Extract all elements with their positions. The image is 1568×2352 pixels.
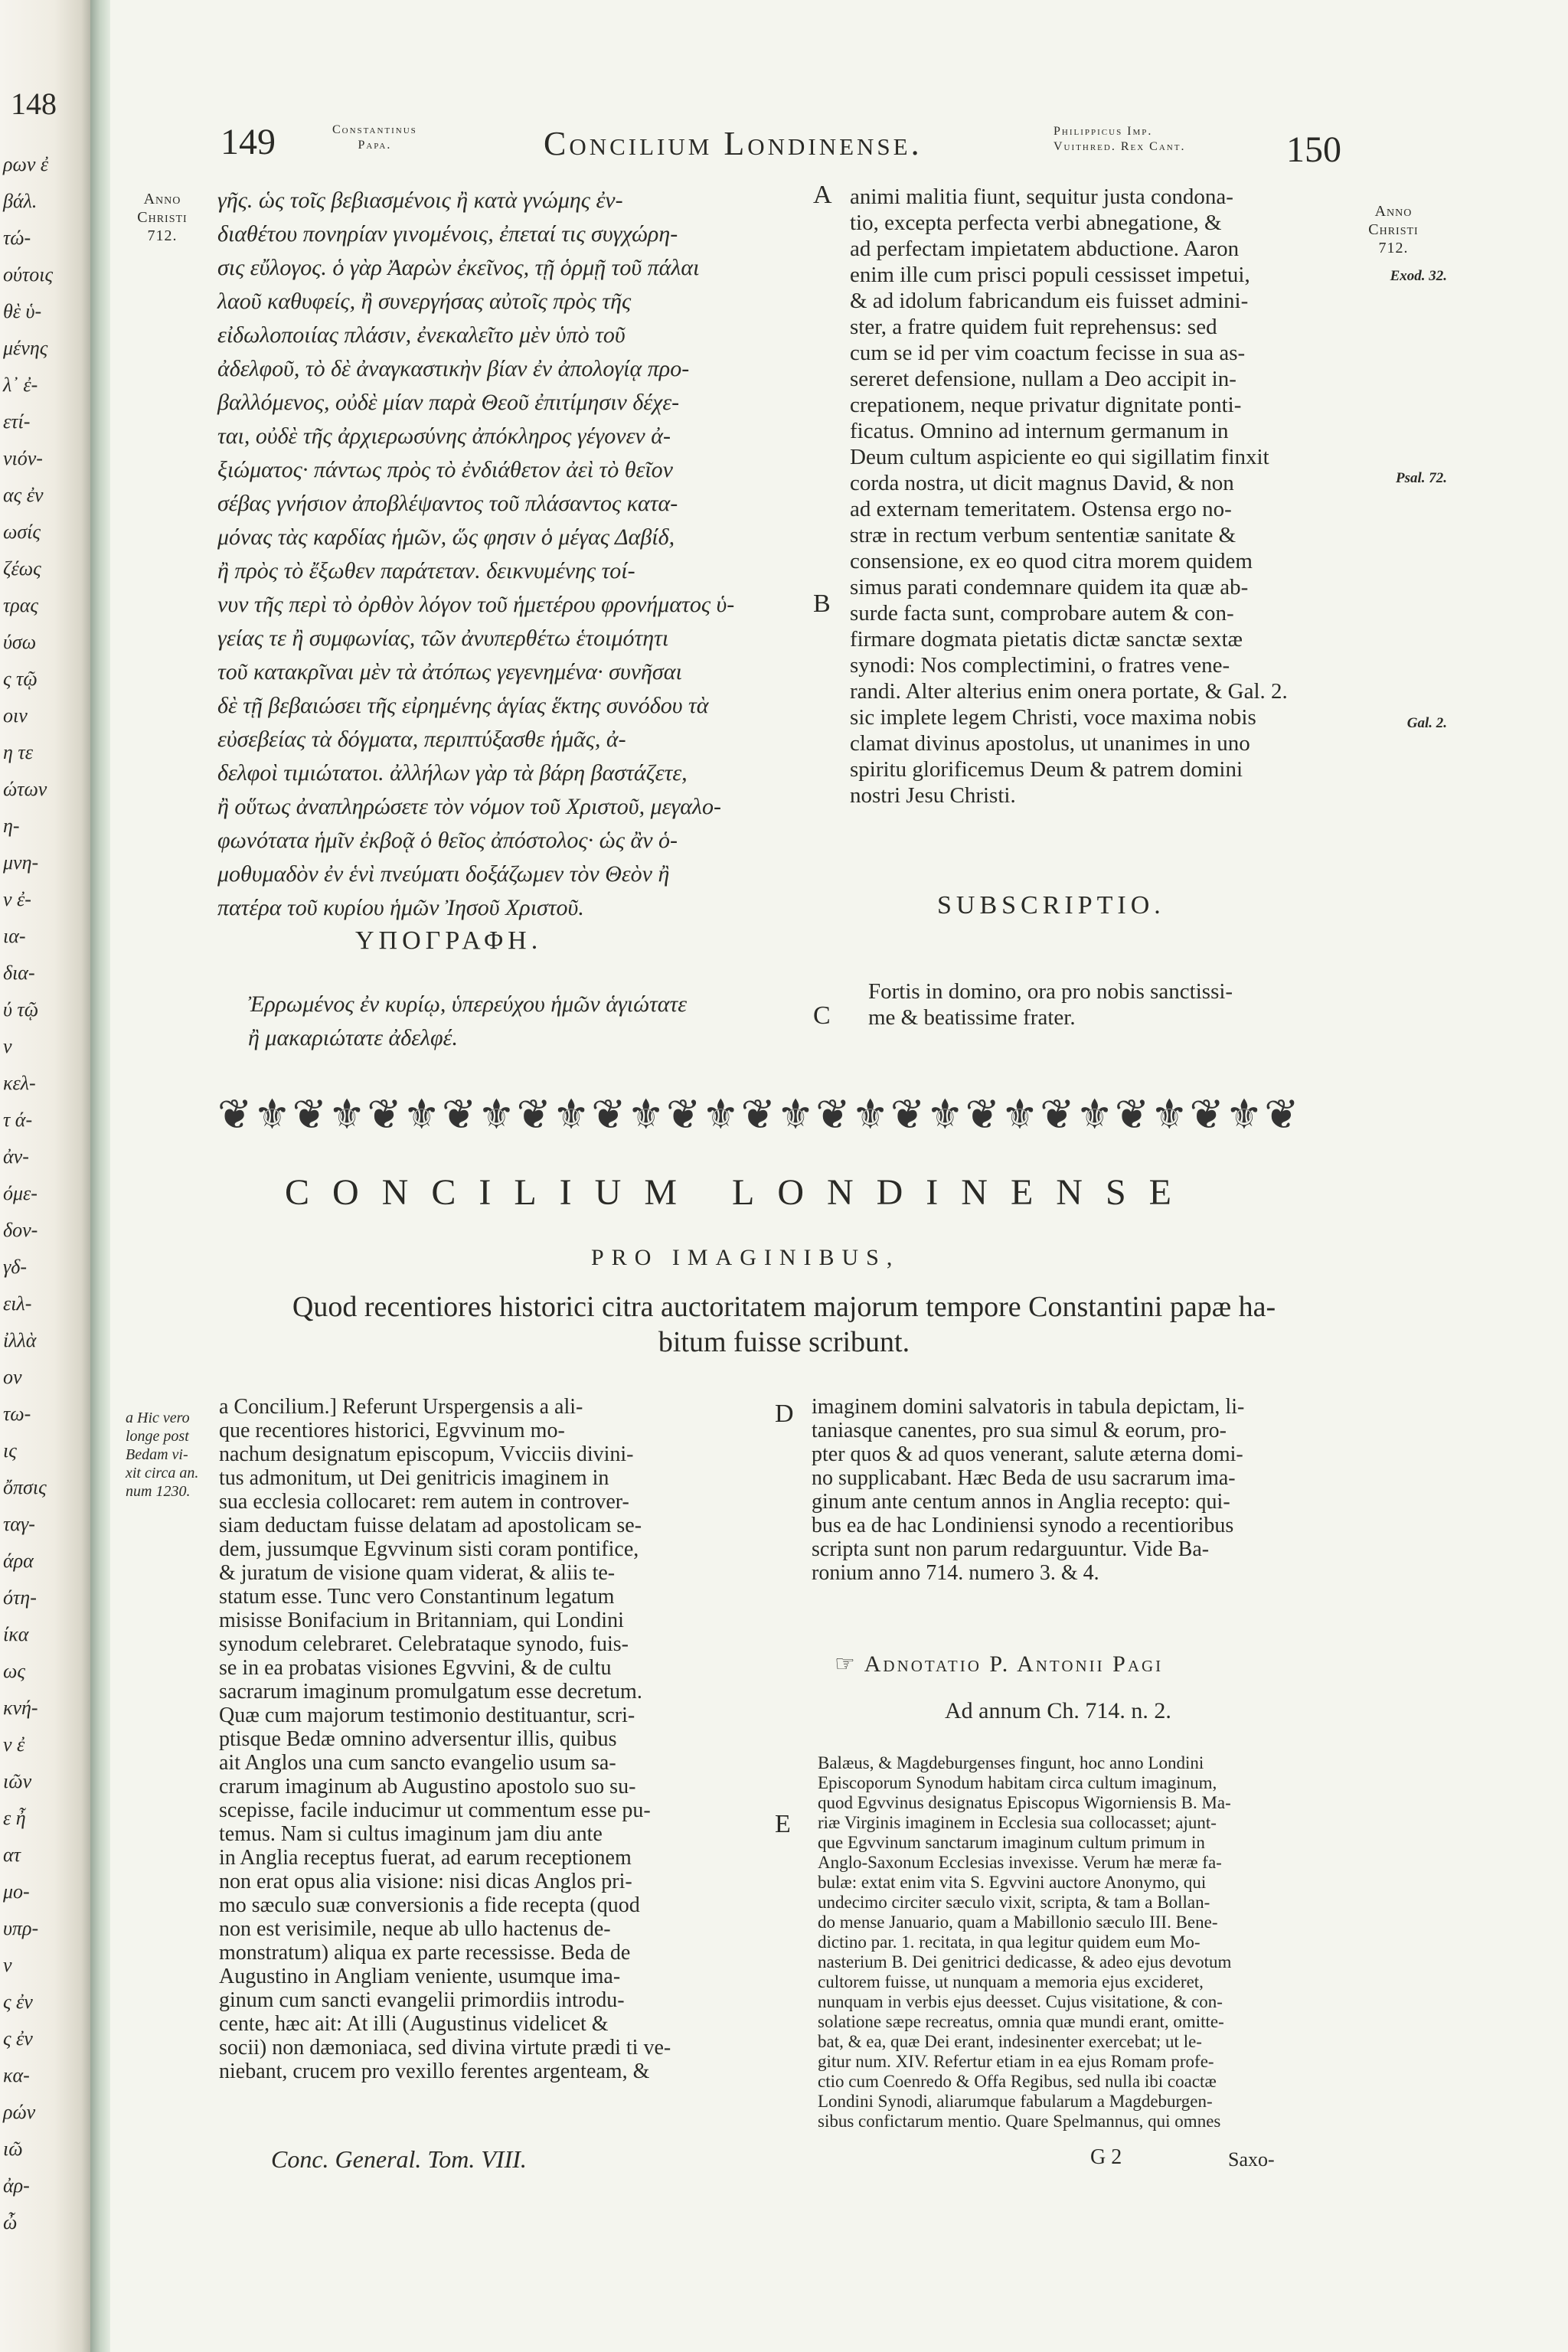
section-letter-a: A: [813, 181, 832, 209]
latin-text-line: Deum cultum aspiciente eo qui sigillatim finxit: [850, 445, 1269, 469]
left-page-fragment: γδ-: [3, 1256, 27, 1278]
left-page-fragment: ια-: [3, 925, 26, 947]
footer-text: Conc. General. Tom. VIII.: [271, 2145, 527, 2173]
commentary-line: se in ea probatas visiones Egvvini, & de cultu: [219, 1656, 612, 1680]
greek-text-line: βαλλόμενος, οὐδὲ μίαν παρὰ Θεοῦ ἐπιτίμησιν δέχε-: [217, 390, 680, 415]
adnotatio-line: cultorem fuisse, ut nunquam a memoria ejus excideret,: [818, 1972, 1204, 1991]
adnotatio-line: ctio cum Coenredo & Offa Regibus, sed nulla ibi coactæ: [818, 2072, 1217, 2091]
book-spine: [90, 0, 110, 2352]
left-page-fragment: ἀρ-: [3, 2174, 30, 2197]
ref-psalm: Psal. 72.: [1395, 470, 1447, 486]
left-page-fragment: ότη-: [3, 1586, 37, 1609]
commentary-left-column: [219, 1395, 770, 2083]
greek-text-line: ἢ οὕτως ἀναπληρώσετε τὸν νόμον τοῦ Χριστοῦ, μεγαλο-: [217, 794, 722, 819]
left-page-edge: [0, 0, 90, 2352]
left-page-fragment: μο-: [3, 1880, 30, 1903]
section-letter-b: B: [813, 590, 831, 618]
adnotatio-heading: ☞ Adnotatio P. Antonii Pagi: [835, 1651, 1164, 1677]
left-page-fragment: ν: [3, 1954, 12, 1976]
commentary-line: ginum cum sancti evangelii primordiis introdu-: [219, 1988, 625, 2012]
left-page-fragment: ς τῷ: [3, 668, 38, 690]
greek-text-line: ἀδελφοῦ, τὸ δὲ ἀναγκαστικὴν βίαν ἐν ἀπολογίᾳ προ-: [217, 356, 690, 381]
latin-subscription-line: me & beatissime frater.: [868, 1005, 1076, 1030]
adnotatio-line: bat, & ea, quæ Dei erant, indesinenter exercebat; ut le-: [818, 2032, 1202, 2051]
side-note-line: Bedam vi-: [126, 1446, 188, 1463]
commentary-line: scepisse, facile inducimur ut commentum esse pu-: [219, 1798, 651, 1822]
header-pope-title: Papa.: [358, 139, 392, 152]
commentary-line: synodum celebraret. Celebrataque synodo, fuis-: [219, 1632, 629, 1656]
greek-text-line: πατέρα τοῦ κυρίου ἡμῶν Ἰησοῦ Χριστοῦ.: [217, 895, 584, 920]
adnotatio-line: que Egvvinum sanctarum imaginum cultum primum in: [818, 1833, 1205, 1852]
latin-text-line: sereret defensione, nullam a Deo accipit in-: [850, 367, 1236, 391]
commentary-right-column: [812, 1395, 1363, 1585]
adnotatio-line: solatione sæpe recreatus, omnia quæ mundi erant, omitte-: [818, 2012, 1224, 2031]
commentary-line: tus admonitum, ut Dei genitricis imaginem in: [219, 1466, 609, 1490]
running-title: Concilium Londinense.: [544, 125, 923, 162]
left-page-fragment: ύ τῷ: [3, 998, 39, 1021]
left-page-fragment: βάλ.: [3, 190, 38, 212]
left-page-fragment: δια-: [3, 962, 35, 984]
adnotatio-line: sibus confictarum mentio. Quare Spelmannus, qui omnes: [818, 2112, 1221, 2131]
latin-text-line: ad externam temeritatem. Ostensa ergo no-: [850, 497, 1232, 521]
council-subtitle: PRO IMAGINIBUS,: [591, 1245, 900, 1270]
adnotatio-line: Londini Synodi, aliarumque fabularum a Magdeburgen-: [818, 2092, 1213, 2111]
greek-text-line: γῆς. ὡς τοῖς βεβιασμένοις ἢ κατὰ γνώμης ἐν-: [217, 188, 623, 213]
commentary-line: statum esse. Tunc vero Constantinum legatum: [219, 1585, 615, 1609]
header-pope: [332, 122, 417, 153]
left-page-fragment: η-: [3, 815, 20, 837]
greek-text-line: ξιώματος· πάντως πρὸς τὸ ἐνδιάθετον ἀεὶ τὸ θεῖον: [217, 457, 673, 482]
left-page-fragment: ιῶν: [3, 1770, 32, 1792]
commentary-line: bus ea de hac Londiniensi synodo a recentioribus: [812, 1514, 1234, 1537]
left-page-fragment: δον-: [3, 1219, 38, 1241]
greek-text-line: ται, οὐδὲ τῆς ἀρχιερωσύνης ἀπόκληρος γέγονεν ἀ-: [217, 423, 671, 449]
left-page-fragment: ούτοις: [3, 263, 54, 286]
latin-text-line: enim ille cum prisci populi cessisset impetui,: [850, 263, 1250, 287]
header-pope-name: Constantinus: [332, 123, 417, 136]
side-note: [126, 1409, 217, 1501]
latin-text-line: firmare dogmata pietatis dictæ sanctæ sextæ: [850, 627, 1243, 652]
commentary-line: no supplicabant. Hæc Beda de usu sacrarum ima-: [812, 1466, 1236, 1490]
latin-text-line: sic implete legem Christi, voce maxima nobis: [850, 705, 1256, 730]
adnotatio-line: dictino par. 1. recitata, in qua legitur quidem eum Mo-: [818, 1932, 1200, 1952]
latin-text-line: consensione, ex eo quod citra morem quidem: [850, 549, 1253, 573]
commentary-line: non erat opus alia visione: nisi dicas Anglos pri-: [219, 1870, 632, 1893]
commentary-line: misisse Bonifacium in Britanniam, qui Londini: [219, 1609, 624, 1632]
latin-text-line: surde facta sunt, comprobare autem & con-: [850, 601, 1234, 626]
greek-text-line: ἢ πρὸς τὸ ἔξωθεν παράτεταν. δεικνυμένης τοί-: [217, 558, 635, 583]
anno-christi-left: [116, 190, 208, 245]
section-letter-c: C: [813, 1001, 831, 1030]
greek-text-column: [217, 184, 799, 925]
anno-christi-right: [1348, 202, 1439, 257]
header-king: Vuithred. Rex Cant.: [1054, 140, 1186, 153]
left-page-fragment: κελ-: [3, 1072, 36, 1094]
commentary-line: que recentiores historici, Egvvinum mo-: [219, 1419, 565, 1442]
left-page-fragment: ν: [3, 1035, 12, 1057]
commentary-line: in Anglia receptus fuerat, ad earum receptionem: [219, 1846, 632, 1870]
left-page-fragment: τρας: [3, 594, 38, 616]
commentary-line: socii) non dæmoniaca, sed divina virtute prædi ti ve-: [219, 2036, 671, 2060]
latin-text-line: ster, a fratre quidem fuit reprehensus: sed: [850, 315, 1217, 339]
left-page-fragment: ε ἦ: [3, 1807, 26, 1829]
latin-text-column: [850, 184, 1340, 808]
greek-text-line: σις εὔλογος. ὁ γὰρ Ἀαρὼν ἐκεῖνος, τῇ ὁρμῇ τοῦ πάλαι: [217, 255, 700, 280]
commentary-line: crarum imaginum ab Augustino apostolo suo su-: [219, 1775, 636, 1798]
greek-text-line: γείας τε ἢ συμφωνίας, τῶν ἀνυπερθέτω ἑτοιμότητι: [217, 626, 669, 651]
greek-text-line: φωνότατα ἡμῖν ἐκβοᾷ ὁ θεῖος ἀπόστολος· ὡς ἂν ὁ-: [217, 828, 678, 853]
adnotatio-line: gitur num. XIV. Refertur etiam in ea ejus Romam profe-: [818, 2052, 1214, 2071]
left-page-fragment: ώτων: [3, 778, 47, 800]
commentary-line: mo sæculo suæ conversionis a fide recepta (quod: [219, 1893, 640, 1917]
greek-text-line: τοῦ κατακρῖναι μὲν τὰ ἀτόπως γεγενημένα· συνῆσαι: [217, 659, 682, 684]
adnotatio-line: Anglo-Saxonum Ecclesias invexisse. Verum hæ meræ fa-: [818, 1853, 1222, 1872]
greek-text-line: εἰδωλοποιίας πλάσιν, ἐνεκαλεῖτο μὲν ὑπὸ τοῦ: [217, 322, 626, 348]
adnotatio-line: riæ Virginis imaginem in Ecclesia sua collocasset; ajunt-: [818, 1813, 1217, 1832]
ornamental-band: ❦⚜❦⚜❦⚜❦⚜❦⚜❦⚜❦⚜❦⚜❦⚜❦⚜❦⚜❦⚜❦⚜❦⚜❦: [217, 1092, 1301, 1138]
latin-text-line: cum se id per vim coactum fecisse in sua as-: [850, 341, 1246, 365]
section-letter-e: E: [775, 1810, 791, 1838]
left-page-fragment: ας ἐν: [3, 484, 44, 506]
commentary-line: monstratum) aliqua ex parte recessisse. Beda de: [219, 1941, 631, 1965]
latin-text-line: nostri Jesu Christi.: [850, 783, 1016, 808]
summary-line: Quod recentiores historici citra auctoritatem majorum tempore Constantini papæ ha-: [292, 1291, 1276, 1323]
left-page-fragment: ν ἐ-: [3, 888, 31, 910]
left-page-fragment: κνή-: [3, 1697, 38, 1719]
adnotatio-line: Episcoporum Synodum habitam circa cultum imaginum,: [818, 1773, 1217, 1792]
commentary-line: non est verisimile, neque ab ullo hactenus de-: [219, 1917, 611, 1941]
left-page-fragment: υπρ-: [3, 1917, 39, 1939]
latin-text-line: animi malitia fiunt, sequitur justa condona-: [850, 185, 1233, 209]
left-page-number: 148: [11, 87, 57, 121]
greek-subscription-heading: ΥΠΟΓΡΑΦΗ.: [355, 926, 543, 955]
commentary-line: scripta sunt non parum redarguuntur. Vide Ba-: [812, 1537, 1210, 1561]
latin-subscription-heading: SUBSCRIPTIO.: [937, 891, 1165, 920]
commentary-line: temus. Nam si cultus imaginum jam diu ante: [219, 1822, 603, 1846]
left-page-fragment: ζέως: [3, 557, 41, 580]
adnotatio-line: nasterium B. Dei genitrici dedicasse, & adeo ejus devotum: [818, 1952, 1232, 1971]
commentary-line: nachum designatum episcopum, Vvicciis divini-: [219, 1442, 634, 1466]
commentary-line: dem, jussumque Egvvinum sisti coram pontifice,: [219, 1537, 639, 1561]
left-page-fragment: κα-: [3, 2064, 30, 2086]
left-page-fragment: ωσίς: [3, 521, 41, 543]
council-summary: [210, 1289, 1358, 1360]
section-letter-d: D: [775, 1400, 794, 1428]
side-note-line: xit circa an.: [126, 1465, 199, 1481]
left-page-fragment: ταγ-: [3, 1513, 35, 1535]
commentary-line: pter quos & ad quos venerant, salute æterna domi-: [812, 1442, 1243, 1466]
left-page-fragment: μνη-: [3, 851, 39, 874]
greek-subscription-line: ἢ μακαριώτατε ἀδελφέ.: [248, 1025, 458, 1050]
commentary-line: imaginem domini salvatoris in tabula depictam, li-: [812, 1395, 1245, 1419]
greek-text-line: λαοῦ καθυφείς, ἢ συνεργήσας αὐτοῖς πρὸς τῆς: [217, 289, 632, 314]
left-page-fragment: ίκα: [3, 1623, 29, 1645]
left-page-fragment: ρων ἐ: [3, 153, 49, 175]
latin-text-line: ficatus. Omnino ad internum germanum in: [850, 419, 1229, 443]
left-page-fragment: ετί-: [3, 410, 31, 433]
adnotatio-line: bulæ: extat enim vita S. Egvvini auctore Anonymo, qui: [818, 1873, 1207, 1892]
adnotatio-line: quod Egvvinus designatus Episcopus Wigorniensis B. Ma-: [818, 1793, 1231, 1812]
greek-text-line: δελφοὶ τιμιώτατοι. ἀλλήλων γὰρ τὰ βάρη βαστάζετε,: [217, 760, 688, 786]
left-page-fragment: ως: [3, 1660, 25, 1682]
left-page-fragment: ἰλλὰ: [3, 1329, 37, 1351]
greek-text-line: διαθέτου πονηρίαν γινομένοις, ἐπεταί τις συγχώρη-: [217, 221, 678, 247]
page-number-149: 149: [220, 122, 276, 162]
left-page-fragment: η τε: [3, 741, 33, 763]
latin-text-line: randi. Alter alterius enim onera portate, & Gal. 2.: [850, 679, 1288, 704]
left-page-fragment: ύσω: [3, 631, 37, 653]
left-page-fragment: ον: [3, 1366, 22, 1388]
side-note-line: a Hic vero: [126, 1410, 190, 1426]
ref-galatians: Gal. 2.: [1406, 715, 1447, 731]
latin-subscription: [868, 978, 1233, 1031]
left-page-fragment: νιόν-: [3, 447, 43, 469]
commentary-line: ginum ante centum annos in Anglia recepto: qui-: [812, 1490, 1230, 1514]
commentary-line: sacrarum imaginum promulgatum esse decretum.: [219, 1680, 642, 1704]
year-label: 712.: [1378, 240, 1409, 256]
commentary-line: ronium anno 714. numero 3. & 4.: [812, 1561, 1099, 1585]
left-page-fragment: τώ-: [3, 227, 31, 249]
anno-label: Anno: [1374, 203, 1413, 220]
latin-text-line: spiritu glorificemus Deum & patrem domini: [850, 757, 1243, 782]
left-page-fragment: ὄπσις: [3, 1476, 47, 1498]
left-page-fragment: ὦ: [3, 2211, 18, 2233]
side-note-line: longe post: [126, 1428, 189, 1445]
commentary-line: sua ecclesia collocaret: rem autem in controver-: [219, 1490, 629, 1514]
christi-label: Christi: [1368, 221, 1419, 238]
adnotatio-line: nunquam in verbis ejus deesset. Cujus visitatione, & con-: [818, 1992, 1223, 2011]
left-page-fragment: λ᾿ ἐ-: [3, 374, 38, 396]
anno-label: Anno: [143, 191, 181, 207]
adnotatio-subheading: Ad annum Ch. 714. n. 2.: [945, 1698, 1171, 1723]
left-page-fragment: ς ἐν: [3, 1991, 33, 2013]
latin-text-line: simus parati condemnare quidem ita quæ ab-: [850, 575, 1249, 599]
greek-text-line: δὲ τῇ βεβαιώσει τῆς εἰρημένης ἁγίας ἕκτης συνόδου τὰ: [217, 693, 709, 718]
left-page-fragment: τω-: [3, 1403, 31, 1425]
left-page-fragment: ν ἐ: [3, 1733, 25, 1756]
left-page-fragment: όμε-: [3, 1182, 38, 1204]
signature-mark: G 2: [1090, 2145, 1122, 2169]
commentary-line: ptisque Bedæ omnino adversentur illis, quibus: [219, 1727, 617, 1751]
commentary-line: & juratum de visione quam viderat, & aliis te-: [219, 1561, 616, 1585]
year-label: 712.: [147, 227, 178, 244]
left-page-fragment: τ ά-: [3, 1109, 33, 1131]
commentary-line: siam deductam fuisse delatam ad apostolicam se-: [219, 1514, 642, 1537]
commentary-line: niebant, crucem pro vexillo ferentes argenteam, &: [219, 2060, 650, 2083]
commentary-line: cente, hæc ait: At illi (Augustinus videlicet &: [219, 2012, 609, 2036]
latin-text-line: crepationem, neque privatur dignitate ponti-: [850, 393, 1242, 417]
latin-subscription-line: Fortis in domino, ora pro nobis sanctissi-: [868, 979, 1233, 1004]
council-title: CONCILIUM LONDINENSE: [285, 1172, 1194, 1213]
summary-line: bitum fuisse scribunt.: [658, 1326, 910, 1358]
side-note-line: num 1230.: [126, 1483, 191, 1500]
left-page-fragment: ἀν-: [3, 1145, 29, 1168]
latin-text-line: synodi: Nos complectimini, o fratres vene-: [850, 653, 1230, 678]
adnotatio-line: do mense Januario, quam a Mabillonio sæculo III. Bene-: [818, 1913, 1218, 1932]
greek-text-line: σέβας γνήσιον ἀποβλέψαντος τοῦ πλάσαντος κατα-: [217, 491, 678, 516]
greek-subscription-line: Ἐρρωμένος ἐν κυρίῳ, ὑπερεύχου ἡμῶν ἁγιώτατε: [248, 991, 688, 1017]
right-page: [110, 0, 1568, 2352]
catchword: Saxo-: [1228, 2148, 1275, 2171]
christi-label: Christi: [137, 209, 188, 226]
page-number-150: 150: [1286, 129, 1341, 170]
adnotatio-line: undecimo circiter sæculo vixit, scripta, & tam a Bollan-: [818, 1893, 1210, 1912]
latin-text-line: ad perfectam impietatem abductione. Aaron: [850, 237, 1240, 261]
page-footer: [271, 2145, 527, 2174]
left-page-fragment: μένης: [3, 337, 48, 359]
left-page-fragment: θὲ ὑ-: [3, 300, 42, 322]
greek-subscription: [248, 988, 687, 1055]
latin-text-line: & ad idolum fabricandum eis fuisset admini-: [850, 289, 1249, 313]
latin-text-line: corda nostra, ut dicit magnus David, & non: [850, 471, 1234, 495]
left-page-fragment: ις: [3, 1439, 17, 1462]
commentary-line: a Concilium.] Referunt Urspergensis a ali-: [219, 1395, 583, 1419]
commentary-line: ait Anglos una cum sancto evangelio usum sa-: [219, 1751, 616, 1775]
commentary-line: taniasque canentes, pro sua simul & eorum, pro-: [812, 1419, 1227, 1442]
header-rulers: [1054, 124, 1185, 155]
left-page-fragment: ατ: [3, 1844, 21, 1866]
greek-text-line: μόνας τὰς καρδίας ἡμῶν, ὥς φησιν ὁ μέγας Δαβίδ,: [217, 524, 675, 550]
left-page-fragment: ρών: [3, 2101, 36, 2123]
latin-text-line: clamat divinus apostolus, ut unanimes in uno: [850, 731, 1250, 756]
left-page-fragment: ειλ-: [3, 1292, 32, 1315]
commentary-line: Quæ cum majorum testimonio destituantur, scri-: [219, 1704, 635, 1727]
header-emperor: Philippicus Imp.: [1054, 125, 1153, 138]
left-page-fragment: οιν: [3, 704, 28, 727]
adnotatio-line: Balæus, & Magdeburgenses fingunt, hoc anno Londini: [818, 1753, 1204, 1772]
latin-text-line: tio, excepta perfecta verbi abnegatione, &: [850, 211, 1222, 235]
greek-text-line: μοθυμαδὸν ἐν ἑνὶ πνεύματι δοξάζωμεν τὸν Θεὸν ἢ: [217, 861, 670, 887]
left-page-fragment: ιῶ: [3, 2138, 23, 2160]
commentary-line: Augustino in Angliam veniente, usumque ima-: [219, 1965, 621, 1988]
latin-text-line: stræ in rectum verbum sententiæ sanitate &: [850, 523, 1236, 547]
left-page-fragment: άρα: [3, 1550, 34, 1572]
left-page-fragment: ς ἐν: [3, 2027, 33, 2050]
greek-text-line: εὐσεβείας τὰ δόγματα, περιπτύξασθε ἡμᾶς, ἀ-: [217, 727, 626, 752]
ref-exodus: Exod. 32.: [1390, 268, 1447, 284]
greek-text-line: νυν τῆς περὶ τὸ ὀρθὸν λόγον τοῦ ἡμετέρου φρονήματος ὑ-: [217, 592, 735, 617]
adnotatio-text: [818, 1753, 1369, 2132]
